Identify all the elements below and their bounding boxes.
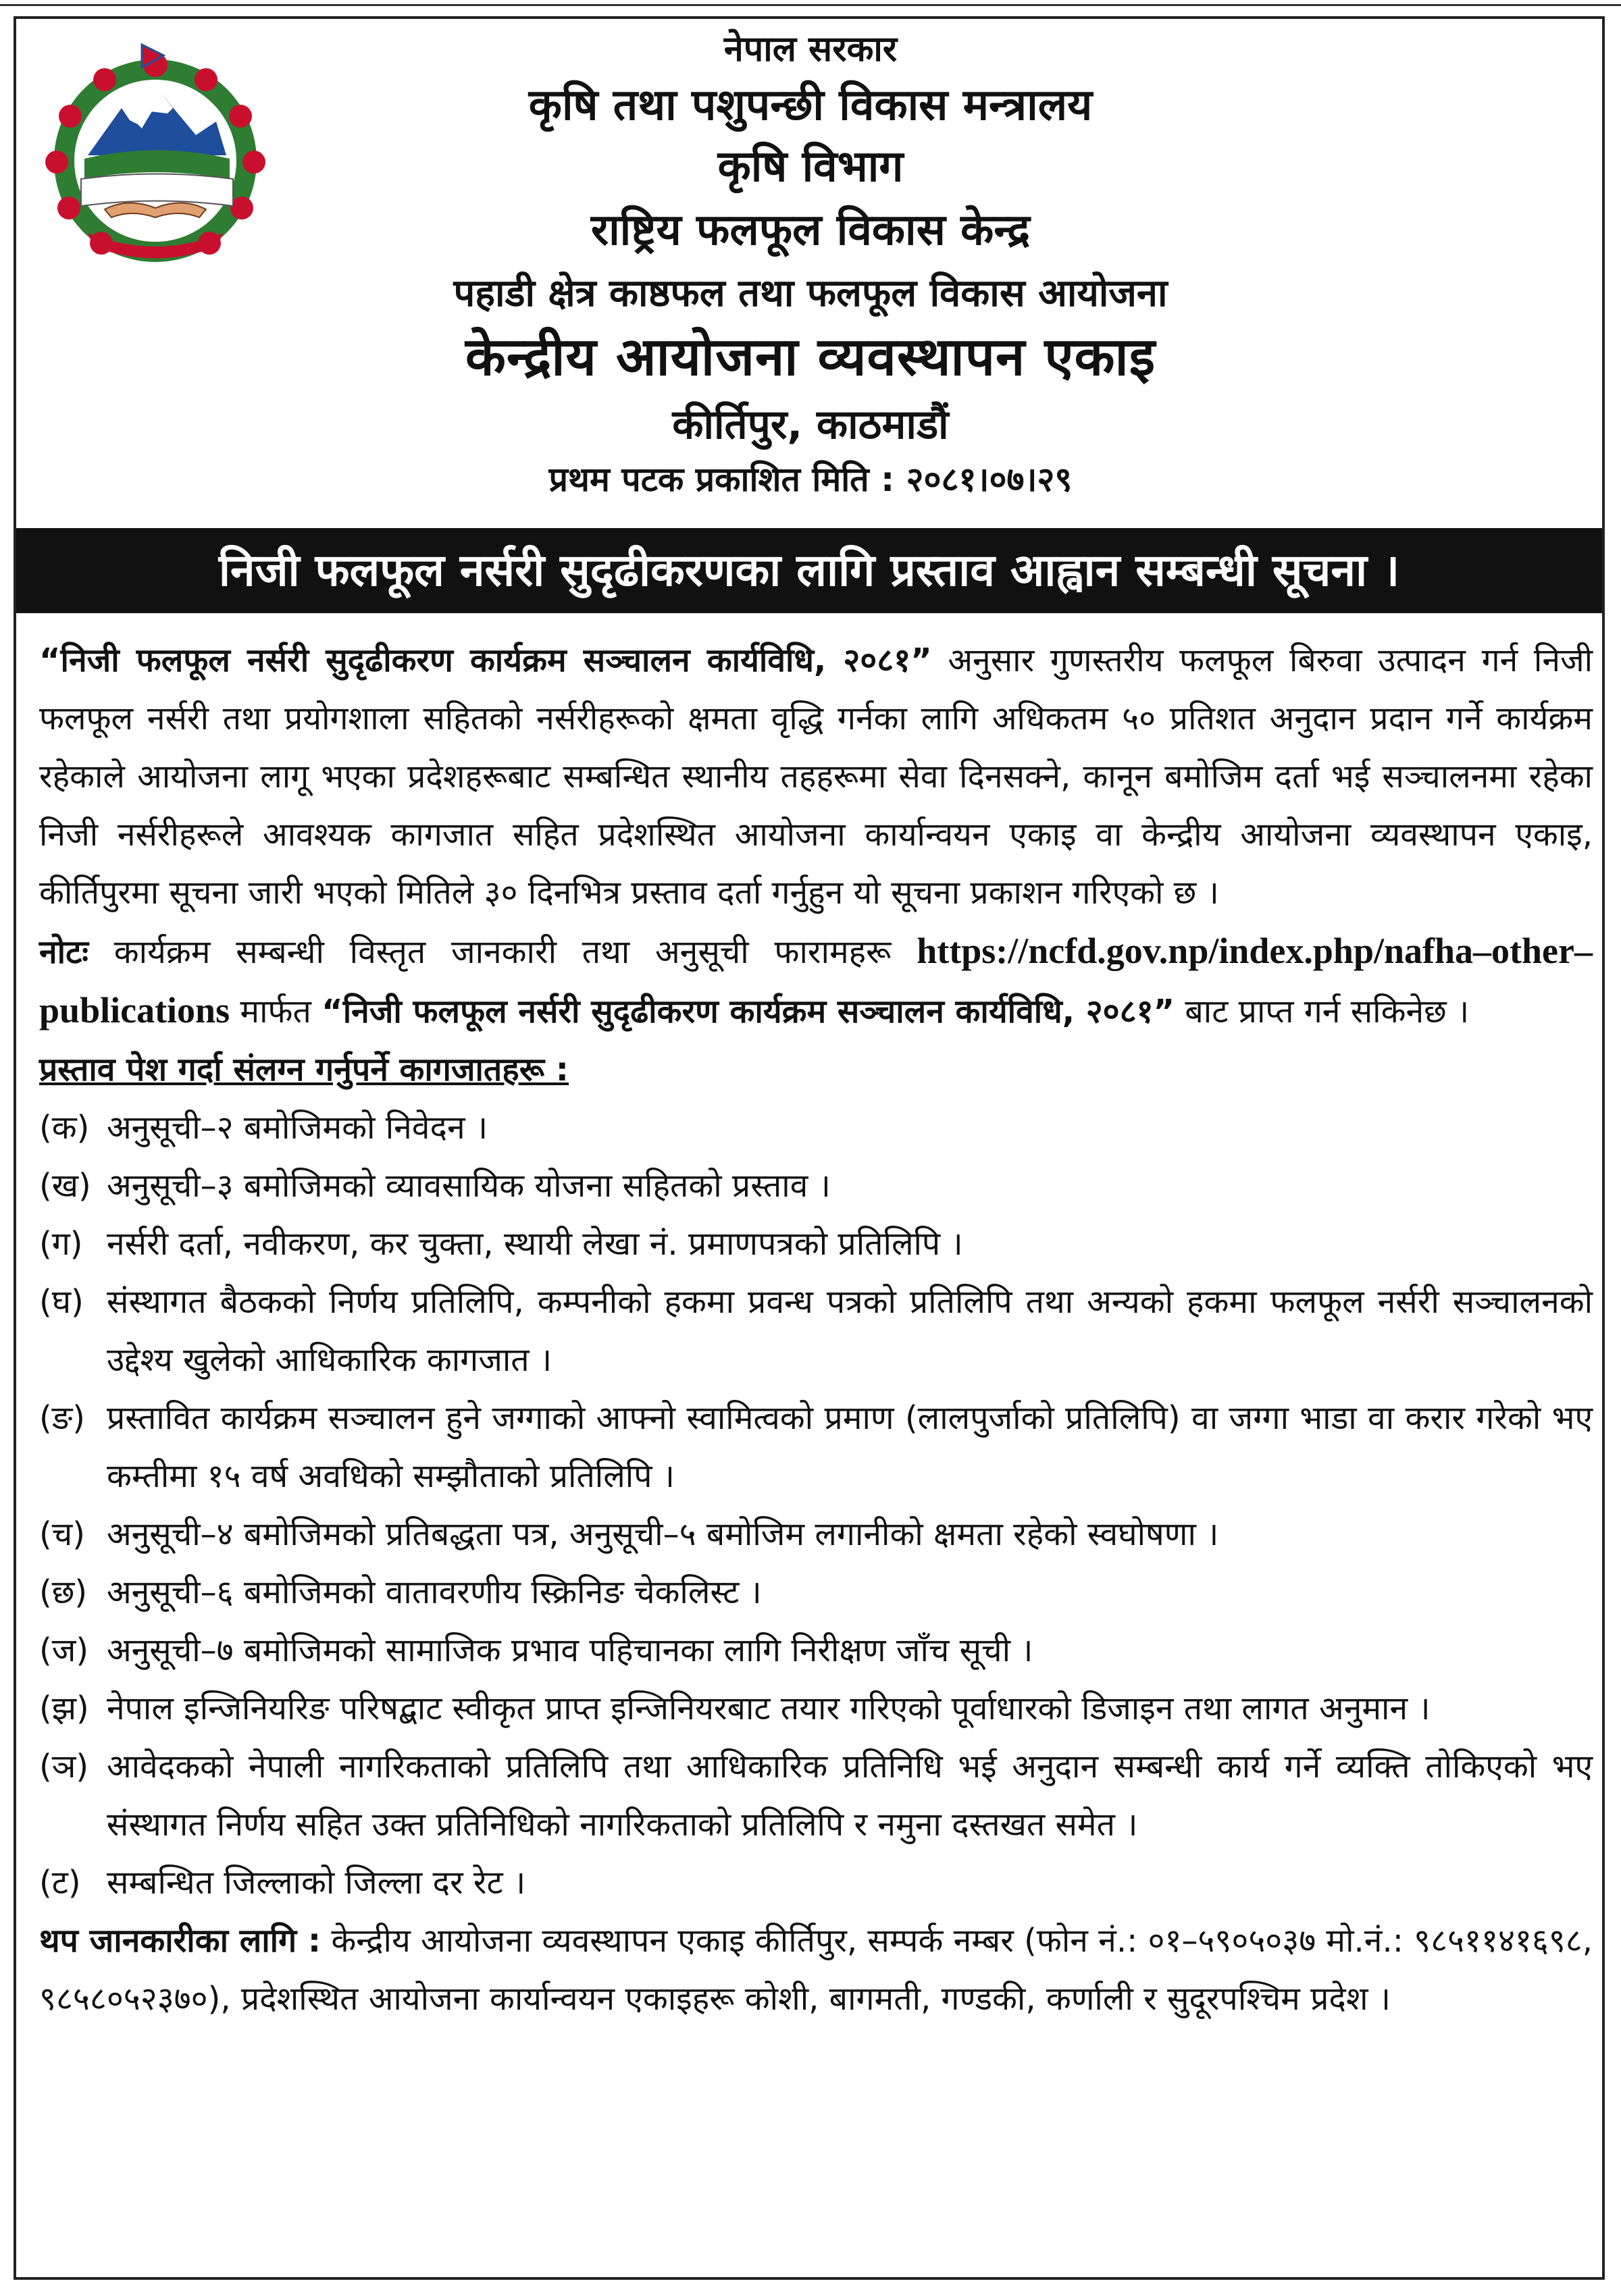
list-item-marker: (छ) bbox=[39, 1573, 88, 1611]
list-item-marker: (ज) bbox=[39, 1632, 89, 1669]
contact-label: थप जानकारीका लागि : bbox=[39, 1922, 321, 1960]
note-text-1: कार्यक्रम सम्बन्धी विस्तृत जानकारी तथा अनुसूची फारामहरू bbox=[88, 933, 917, 971]
publish-date-line bbox=[270, 461, 1351, 500]
list-item bbox=[39, 1505, 1593, 1563]
list-item bbox=[39, 1738, 1593, 1854]
list-item-text: अनुसूची–२ बमोजिमको निवेदन । bbox=[107, 1109, 488, 1147]
list-item bbox=[39, 1273, 1593, 1389]
list-item-marker: (झ) bbox=[39, 1690, 89, 1727]
list-item-text: प्रस्तावित कार्यक्रम सञ्चालन हुने जग्गाको आफ्नो स्वामित्वको प्रमाण (लालपुर्जाको प्रतिलिपि) वा जग्गा भाडा वा करार गरेको भए कम्तीमा १५ वर्ष अवधिको सम्झौताको प्रतिलिपि । bbox=[107, 1399, 1593, 1495]
list-item-text: नेपाल इन्जिनियरिङ परिषद्बाट स्वीकृत प्राप्त इन्जिनियरबाट तयार गरिएको पूर्वाधारको डिजाइन तथा लागत अनुमान । bbox=[107, 1690, 1431, 1727]
list-item-text: अनुसूची–४ बमोजिमको प्रतिबद्धता पत्र, अनुसूची–५ बमोजिम लगानीको क्षमता रहेको स्वघोषणा । bbox=[107, 1515, 1219, 1553]
list-item-marker: (ङ) bbox=[39, 1399, 86, 1437]
list-item bbox=[39, 1679, 1593, 1738]
notice-body-text: अनुसार गुणस्तरीय फलफूल बिरुवा उत्पादन गर्न निजी फलफूल नर्सरी तथा प्रयोगशाला सहितको नर्सरीहरूको क्षमता वृद्धि गर्नका लागि अधिकतम ५० प्रतिशत अनुदान प्रदान गर्ने कार्यक्रम रहेकाले आयोजना लागू भएका प्रदेशहरूबाट सम्बन्धित स्थानीय तहहरूमा सेवा दिनसक्ने, कानून बमोजिम दर्ता भई सञ्चालनमा रहेका निजी नर्सरीहरूले आवश्यक कागजात सहित प्रदेशस्थित आयोजना कार्यान्वयन एकाइ वा केन्द्रीय आयोजना व्यवस्थापन एकाइ, कीर्तिपुरमा सूचना जारी भएको मितिले ३० दिनभित्र प्रस्ताव दर्ता गर्नुहुन यो सूचना प्रकाशन गरिएको छ । bbox=[39, 642, 1593, 912]
nepal-government-emblem bbox=[41, 41, 270, 270]
documents-list bbox=[39, 1099, 1593, 1912]
list-item bbox=[39, 1621, 1593, 1679]
list-item-text: अनुसूची–६ बमोजिमको वातावरणीय स्क्रिनिङ चेकलिस्ट । bbox=[107, 1573, 762, 1611]
list-item-marker: (ञ) bbox=[39, 1748, 89, 1785]
list-item bbox=[39, 1215, 1593, 1273]
unit-name: केन्द्रीय आयोजना व्यवस्थापन एकाइ bbox=[465, 326, 1156, 388]
publish-date-value: २०८१।०७।२९ bbox=[906, 459, 1073, 499]
list-item-text: सम्बन्धित जिल्लाको जिल्ला दर रेट । bbox=[107, 1864, 526, 1902]
list-item-marker: (च) bbox=[39, 1515, 85, 1553]
list-item-marker: (ख) bbox=[39, 1167, 91, 1205]
list-item-text: आवेदकको नेपाली नागरिकताको प्रतिलिपि तथा आधिकारिक प्रतिनिधि भई अनुदान सम्बन्धी कार्य गर्ने व्यक्ति तोकिएको भए संस्थागत निर्णय सहित उक्त प्रतिनिधिको नागरिकताको प्रतिलिपि र नमुना दस्तखत समेत । bbox=[107, 1748, 1593, 1844]
notice-body bbox=[39, 631, 1593, 922]
publish-date-label: प्रथम पटक प्रकाशित मिति : bbox=[548, 459, 895, 499]
government-name: नेपाल सरकार bbox=[723, 29, 898, 70]
list-item bbox=[39, 1157, 1593, 1215]
centre-name: राष्ट्रिय फलफूल विकास केन्द्र bbox=[590, 205, 1031, 255]
note-guideline-title: “निजी फलफूल नर्सरी सुदृढीकरण कार्यक्रम सञ्चालन कार्यविधि, २०८१” bbox=[321, 993, 1175, 1030]
notice-title-banner: निजी फलफूल नर्सरी सुदृढीकरणका लागि प्रस्ताव आह्वान सम्बन्धी सूचना । bbox=[16, 528, 1602, 613]
contact-info bbox=[39, 1912, 1593, 2028]
list-item-text: अनुसूची–३ बमोजिमको व्यावसायिक योजना सहितको प्रस्ताव । bbox=[107, 1167, 831, 1205]
publications-link[interactable]: https://ncfd.gov.np/index.php/nafha–other–publications bbox=[39, 931, 1593, 1030]
list-item-text: नर्सरी दर्ता, नवीकरण, कर चुक्ता, स्थायी लेखा नं. प्रमाणपत्रको प्रतिलिपि । bbox=[107, 1225, 963, 1263]
list-item bbox=[39, 1854, 1593, 1912]
documents-heading: प्रस्ताव पेश गर्दा संलग्न गर्नुपर्ने कागजातहरू : bbox=[39, 1051, 569, 1089]
department-name: कृषि विभाग bbox=[717, 142, 904, 192]
office-location: कीर्तिपुर, काठमाडौं bbox=[672, 400, 949, 448]
letterhead bbox=[270, 30, 1351, 499]
list-item bbox=[39, 1389, 1593, 1505]
list-item-marker: (ग) bbox=[39, 1225, 83, 1263]
note-text-3: बाट प्राप्त गर्न सकिनेछ । bbox=[1175, 993, 1470, 1030]
top-rule bbox=[0, 4, 1621, 6]
note-label: नोटः bbox=[39, 933, 88, 971]
list-item-marker: (क) bbox=[39, 1109, 90, 1147]
note-paragraph bbox=[39, 922, 1593, 1041]
guideline-title: “निजी फलफूल नर्सरी सुदृढीकरण कार्यक्रम सञ्चालन कार्यविधि, २०८१” bbox=[39, 642, 932, 679]
list-item bbox=[39, 1099, 1593, 1157]
note-text-2: मार्फत bbox=[230, 993, 322, 1030]
list-item-text: अनुसूची–७ बमोजिमको सामाजिक प्रभाव पहिचानका लागि निरीक्षण जाँच सूची । bbox=[107, 1632, 1033, 1669]
list-item-marker: (घ) bbox=[39, 1283, 84, 1321]
list-item-marker: (ट) bbox=[39, 1864, 81, 1902]
notice-content bbox=[39, 631, 1593, 2028]
list-item-text: संस्थागत बैठकको निर्णय प्रतिलिपि, कम्पनीको हकमा प्रवन्ध पत्रको प्रतिलिपि तथा अन्यको हकमा फलफूल नर्सरी सञ्चालनको उद्देश्य खुलेको आधिकारिक कागजात । bbox=[107, 1283, 1593, 1379]
project-name: पहाडी क्षेत्र काष्ठफल तथा फलफूल विकास आयोजना bbox=[453, 271, 1168, 315]
emblem-map-band bbox=[81, 174, 233, 207]
list-item bbox=[39, 1563, 1593, 1621]
contact-text: केन्द्रीय आयोजना व्यवस्थापन एकाइ कीर्तिपुर, सम्पर्क नम्बर (फोन नं.: ०१–५९०५०३७ मो.नं.: ९८५११४१६९८, ९८५८०५२३७०), प्रदेशस्थित आयोजना कार्यान्वयन एकाइहरू कोशी, बागमती, गण्डकी, कर्णाली र सुदूरपश्चिम प्रदेश । bbox=[39, 1922, 1593, 2018]
ministry-name: कृषि तथा पशुपन्छी विकास मन्त्रालय bbox=[528, 80, 1093, 130]
